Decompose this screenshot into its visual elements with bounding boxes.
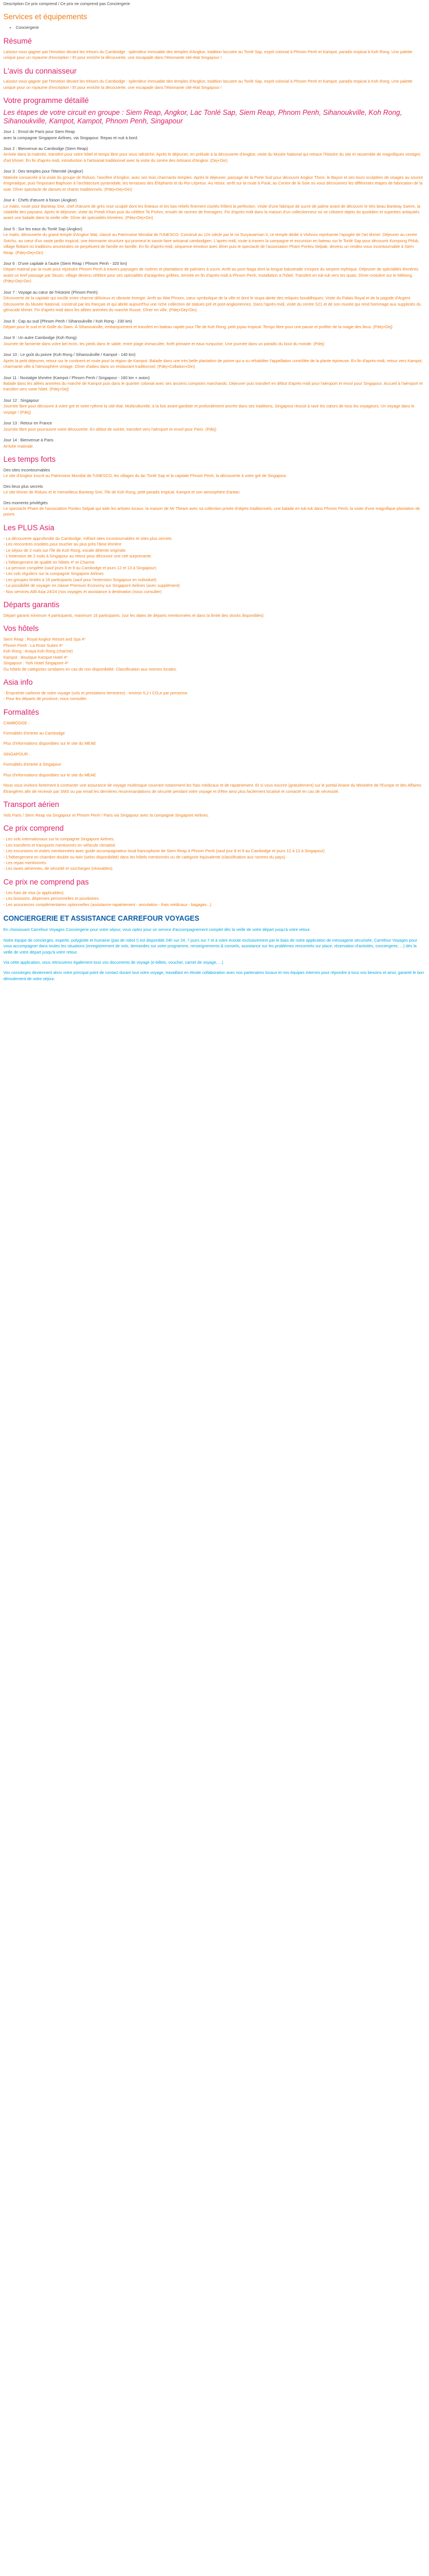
day-title: Jour 2 : Bienvenue au Cambodge (Siem Reap): [3, 146, 88, 151]
day-title: Jour 11 : Nostalgie khmère (Kampot / Phnom Penh / Singapour - 160 km + avion): [3, 375, 150, 380]
day-item: [3, 169, 426, 192]
day-text: Le matin, route pour Banteay Srei, chef d'œuvre de grès rose sculpté dont les linteaux et les bas-reliefs finement ciselés frôlent la perfection. Visite d'une fabrique de sucre de palme avant de découvrir le très beau Banteay Samre, la citadelle des paysans. Après le déjeuner, visite du Preah Khan puis du célèbre Ta Prohm, envahi de racines de fromagers. Fin d'après-midi dans la maison d'un collectionneur où se côtoient objets du quotidien et superbes antiquités avant une balade dans la vieille ville. Dîner de spécialités khmères. (Pdej+Dej+Din): [3, 203, 421, 221]
day-item: [3, 319, 426, 330]
comprend-pas-title: Ce prix ne comprend pas: [3, 877, 89, 886]
day-item: [3, 420, 426, 432]
temps-block: [3, 467, 426, 479]
comprend-list: [3, 836, 426, 872]
day-text: Départ matinal par la route pour rejoindre Phnom Penh à travers paysages de rizières et plantations de palmiers à sucre. Arrêt au pont Naga dont la longue balustrade s'inspire du serpent mythique. Déjeuner de spécialités khmères avant un bref passage par Skuon, village devenu célèbre pour ses spécialités d'araignées grillées. Arrivée en fin d'après-midi à Phnom Penh. Installation à l'hôtel. Transfert en tuk-tuk vers les quais. Dîner-croisière sur le Mékong. (Pdej+Dej+Din): [3, 267, 418, 284]
comprend-item: - Les repas mentionnés.: [3, 860, 48, 865]
day-item: [3, 352, 426, 370]
avis-title: L'avis du connaisseur: [3, 66, 77, 75]
plus-item: - Les rencontres insolites pour toucher au plus près l'âme khmère: [3, 542, 122, 547]
temps-head: Des sites incontournables: [3, 467, 50, 473]
programme-title: Votre programme détaillé: [3, 96, 89, 105]
resume-title: Résumé: [3, 36, 32, 45]
day-item: [3, 198, 426, 221]
formalites-line: Nous vous invitons fortement à contracter une assurance de voyage multirisque couvrant notamment les frais médicaux et de rapatriement. Et si vous inscrire (gratuitement) sur le portail Ariane du Ministère de l'Europe et des Affaires Étrangères afin de recevoir par SMS ou par email les dernières recommandations de sécurité pendant votre voyage et d'être ainsi plus facilement localisé et contacté en cas de nécessité.: [3, 783, 422, 794]
plus-item: - L'extension de 2 nuits à Singapour au retour pour découvrir une cité surprenante.: [3, 553, 152, 559]
day-title: Jour 6 : D'une capitale à l'autre (Siem Reap / Phnom Penh - 320 km): [3, 261, 127, 266]
day-title: Jour 7 : Voyage au cœur de l'Histoire (Phnom Penh): [3, 289, 98, 295]
day-item: [3, 146, 426, 164]
plus-item: - La pension complète (sauf jours 8 et 9 au Cambodge et jours 12 et 13 à Singapour): [3, 565, 157, 570]
conciergerie-p3: Via cette application, vous retrouverez également tous vos documents de voyage (e-billets, voucher, carnet de voyage, ...): [3, 959, 224, 965]
formalites-line: SINGAPOUR :: [3, 751, 31, 757]
comprend-item: - Les vols internationaux sur la compagnie Singapore Airlines.: [3, 836, 115, 842]
formalites-line: Plus d'informations disponibles sur le site du MEAE: [3, 741, 96, 746]
day-title: Jour 5 : Sur les eaux du Tonlé Sap (Angkor): [3, 226, 83, 231]
plus-item: - La découverte approfondie du Cambodge, mêlant sites incontournables et sites plus secrets: [3, 535, 172, 541]
day-title: Jour 4 : Chefs d'œuvre à foison (Angkor): [3, 198, 77, 203]
hotel-item: Singapour : York Hotel Singapore 4*: [3, 660, 69, 666]
plus-item: - L'hébergement de qualité en hôtels 4* et Charme: [3, 559, 95, 565]
temps-head: Des lieux plus secrets: [3, 483, 43, 489]
day-item: [3, 398, 426, 415]
plus-title: Les PLUS Asia: [3, 523, 55, 532]
top-line: Description Ce prix comprend / Ce prix ne comprend pas Conciergerie: [3, 1, 130, 6]
day-text: Matinée consacrée à la visite du groupe de Roluos, l'ancêtre d'Angkor, avec ses trois charmants temples. Après le déjeuner, passage de la Porte Sud pour découvrir Angkor Thom, le Bayon et ses tours sculptées de visages au sourire énigmatique, puis l'imposant Baphuon à l'architecture pyramidale, les terrasses des Éléphants et du Roi Lépreux. Au retour, arrêt sur la route à Pouk, au Centre de la Soie où vous découvrirez les différentes étapes de fabrication de la soie. Dîner spectacle de danses et chants traditionnels. (Pdej+Dej+Din): [3, 174, 423, 192]
hotel-item: Siem Reap : Royal Angkor Resort and Spa 4*: [3, 637, 86, 642]
day-item: [3, 437, 426, 449]
day-text: Balade dans les allées animées du marché de Kampot puis dans le quartier colonial avec ses anciens comptoirs marchands. Déjeuner puis transfert en début d'après-midi pour l'aéroport et envol pour Singapour. Accueil à l'aéroport et transfert vers votre hôtel. (Pdej+Dej): [3, 381, 423, 392]
infos-item: - Pour les départs de province, nous consulter.: [3, 696, 88, 702]
day-text: Journée libre pour découvrir à votre gré et votre rythme la cité-état. Multiculturelle, à la fois avant-gardiste et profondément ancrée dans ses traditions, Singapour réussit à ravir les cœurs de tous les voyageurs. Un voyage dans le voyage ! (Pdej): [3, 403, 415, 415]
programme-days: [3, 129, 426, 449]
conciergerie-title: CONCIERGERIE ET ASSISTANCE CARREFOUR VOYAGES: [3, 915, 200, 923]
temps-text: Le spectacle Phare de l'association Ponleu Selpak qui aide les artistes locaux, la maison de Mr Theam avec sa collection privée d'objets traditionnels, une balade en tuk-tuk dans Phnom Penh, la visite d'une magnifique plantation de poivre.: [3, 506, 420, 517]
comprend-pas-item: - Les frais de visa (si applicables): [3, 890, 64, 895]
day-title: Jour 1 : Envol de Paris pour Siem Reap: [3, 129, 75, 135]
departs-title: Départs garantis: [3, 600, 60, 609]
plus-list: [3, 536, 426, 595]
day-text: Journée libre pour poursuivre votre découverte. En début de soirée, transfert vers l'aéroport et envol pour Paris. (Pdej): [3, 426, 217, 432]
avis-text: Laissez-vous gagner par l'émotion devant les trésors du Cambodge : splendeur immuable des temples d'Angkor, tradition lacustre au Tonlé Sap, esprit colonial à Phnom Penh et Kampot, paradis tropical à Koh Rong. Une palette unique pour un royaume d'exception ! Et pour enrichir la découverte, une escapade dans l'étonnante cité-état Singapour !: [3, 79, 413, 90]
comprend-item: - L'hébergement en chambre double ou twin (selon disponibilité) dans les hôtels mentionnés ou de catégorie équivalente (classification aux normes du pays).: [3, 854, 286, 860]
infos-title: Asia info: [3, 677, 33, 686]
page: [0, 0, 429, 995]
programme-subtitle: Les étapes de votre circuit en groupe : Siem Reap, Angkor, Lac Tonlé Sap, Siem Reap, Phnom Penh, Sihanoukville, Koh Rong, Sihanoukville, Kampot, Kampot, Phnom Penh, Singapour: [3, 109, 402, 126]
hotels-title: Vos hôtels: [3, 624, 39, 633]
formalites-line: Formalités d'entrée à Singapour: [3, 762, 62, 767]
plus-item: - Le séjour de 2 nuits sur l'île de Koh Rong, escale détente originale.: [3, 547, 127, 553]
conciergerie-p2: Notre équipe de concierges, experte, polyglotte et humaine (pas de robot !) est disponible 24h sur 24, 7 jours sur 7 et à votre écoute exclusivement par le biais de notre application de messagerie sécurisée, Carrefour Voyages pour vous accompagner dans toutes les situations (enregistrement de vols, demandes sur votre programme, renseignements & conseils, assistance sur les problèmes rencontrés sur place, réservation d'activités, conciergerie, ...) dès la veille de votre départ jusqu'à votre retour.: [3, 937, 418, 955]
temps-title: Les temps forts: [3, 454, 56, 463]
hotels-list: [3, 637, 426, 672]
comprend-pas-item: - Les assurances complémentaires optionnelles (assistance-rapatriement - annulation - frais médicaux - bagages...): [3, 901, 212, 907]
day-item: [3, 261, 426, 285]
formalites-line: Plus d'informations disponibles sur le site du MEAE: [3, 772, 96, 778]
comprend-title: Ce prix comprend: [3, 824, 64, 833]
temps-text: Le site khmer de Roluos et le merveilleux Banteay Srei, l'île de Koh Rong, petit paradis tropical, Kampot et son atmosphère d'antan.: [3, 490, 241, 495]
hotel-note: Ou hôtels de catégories similaires en cas de non disponibilité. Classification aux normes locales.: [3, 666, 177, 672]
resume-text: Laissez-vous gagner par l'émotion devant les trésors du Cambodge : splendeur immuable des temples d'Angkor, tradition lacustre au Tonlé Sap, esprit colonial à Phnom Penh et Kampot, paradis tropical à Koh Rong. Une palette unique pour un royaume d'exception ! Et pour enrichir la découverte, une escapade dans l'étonnante cité-état Singapour !: [3, 49, 413, 61]
plus-item: - La possibilité de voyager en classe Premium Economy sur Singapore Airlines (avec supplément): [3, 583, 180, 589]
day-text: Journée de farniente dans votre bel écrin, les pieds dans le sable, entre plage immaculée, forêt primaire et eaux turquoise. Une journée dans un paradis du bout du monde. (Pdej): [3, 341, 324, 346]
aerien-text: Vols Paris / Siem Reap via Singapour et Phnom Penh / Paris via Singapour avec la compagnie Singapore Airlines.: [3, 812, 209, 818]
temps-block: [3, 484, 426, 496]
aerien-title: Transport aérien: [3, 800, 59, 809]
plus-item: - Les groupes limités à 16 participants (sauf pour l'extension Singapour en individuel): [3, 577, 157, 582]
comprend-item: - Les transferts et transports mentionnés en véhicule climatisé.: [3, 842, 117, 848]
temps-block: [3, 500, 426, 518]
day-text: Départ pour le sud et le Golfe du Siam. À Sihanoukville, embarquement et transfert en bateau rapide pour l'île de Koh Rong, petit joyau tropical. Temps libre pour une pause et profiter de la magie des lieux. (Pdej+Dej): [3, 324, 393, 329]
day-text: Découverte de la capitale qui oscille entre charme délicieux et vibrante énergie. Arrêt au Wat Phnom, cœur symbolique de la ville et dont le stupa abrite des reliques bouddhiques. Visite du Palais Royal et de la pagode d'Argent. Découverte du Musée National, construit par les français et qui abrite aujourd'hui une riche collection de statues pré et post-angkoriennes. Dans l'après-midi, visite du centre S21 et de son musée qui rend hommage aux suppliciés du génocide khmer. Fin d'après-midi dans les allées animées du marché Russe. Dîner en ville. (Pdej+Dej+Din): [3, 295, 421, 313]
day-text: Après la petit déjeuner, retour sur le continent et route pour la région de Kampot. Balade dans une très belle plantation de poivre qui a su réhabiliter l'appellation contrôlée de la plante épineuse. En fin d'après-midi, retour vers Kampot, charmante ville à l'atmosphère vintage. Dîner d'adieu dans un restaurant traditionnel. (Pdej+Collation+Din): [3, 358, 423, 370]
day-title: Jour 13 : Retour en France: [3, 420, 52, 426]
formalites-line: Formalités d'entrée au Cambodge: [3, 731, 65, 736]
plus-item: - Les vols réguliers sur la compagnie Singapore Airlines: [3, 571, 104, 577]
day-title: Jour 3 : Des temples pour l'éternité (Angkor): [3, 169, 83, 174]
comprend-pas-item: - Les boissons, dépenses personnelles et pourboires.: [3, 896, 100, 901]
hotel-item: Koh Rong : Anaya Koh Rong (charme): [3, 649, 73, 654]
day-text: Arrivée dans la matinée, transfert pour votre hôtel et temps libre pour vous rafraîchir. Après le déjeuner, en prélude à la découverte d'Angkor, visite du Musée National qui retrace l'histoire du site et rassemble de magnifiques vestiges d'art khmer. En fin d'après-midi, introduction à l'artisanat traditionnel avec la visite du centre des Artisans d'Angkor. (Dej+Din): [3, 152, 421, 163]
day-title: Jour 14 : Bienvenue à Paris: [3, 437, 54, 443]
comprend-pas-list: [3, 890, 426, 908]
comprend-item: - Les taxes aériennes, de sécurité et surcharges (révisables).: [3, 866, 114, 871]
day-item: [3, 226, 426, 256]
plus-item: - Nos services Allô Asia 24/24 (nos voyages et assistance à destination (nous consulter): [3, 589, 162, 594]
day-text: Arrivée matinale.: [3, 443, 34, 449]
day-title: Jour 12 : Singapour: [3, 397, 39, 403]
day-title: Jour 9 : Un autre Cambodge (Koh Rong): [3, 335, 77, 341]
departs-text: Départ garanti minimum 4 participants, maximum 16 participants. (sur les dates de départs mentionnées et dans la limite des stocks disponibles): [3, 613, 264, 618]
temps-head: Des moments privilégiés: [3, 500, 48, 505]
services-item: • Conciergerie: [16, 25, 426, 31]
hotel-item: Kampot : Boutique Kampot Hotel 4*: [3, 654, 68, 660]
comprend-item: - Les excursions et visites mentionnées avec guide accompagnateur local francophone de Siem Reap à Phnom Penh (sauf jour 8 et 9 au Cambodge et jours 12 à 13 à Singapour): [3, 848, 325, 854]
day-text: avec la compagnie Singapore Airlines, via Singapour. Repas et nuit à bord.: [3, 135, 139, 140]
formalites-line: CAMBODGE :: [3, 720, 29, 725]
day-text: Le matin, découverte du grand temple d'Angkor Wat, classé au Patrimoine Mondial de l'UNESCO. Construit au 12e siècle par le roi Suryavarman II, ce temple dédié à Vishnou représente l'apogée de l'art khmer. Déjeuner au centre Sotchu, au cœur d'un vaste jardin tropical, une étonnante structure qui promeut le savoir-faire artisanal cambodgien. L'après-midi, route à travers la campagne et excursion en bateau sur le Tonlé Sap pour découvrir Kompong Phluk, village flottant où traditions ancestrales se perpétuent de famille en famille. En fin d'après-midi, séquence émotion avec dîner puis le spectacle de l'association Phare Ponleu Selpak, devenu un rendez-vous incontournable à Siem Reap. (Pdej+Dej+Din): [3, 232, 419, 255]
formalites-block: [3, 720, 426, 795]
infos-list: [3, 690, 426, 702]
day-title: Jour 10 : Le goût du poivre (Koh Rong / Sihanoukville / Kampot - 140 km): [3, 352, 136, 358]
conciergerie-p1: En choisissant Carrefour Voyages Conciergerie pour votre séjour, vous optez pour un service d'accompagnement complet dès la veille de votre départ jusqu'à votre retour.: [3, 927, 311, 933]
conciergerie-p4: Vos concierges deviennent alors votre principal point de contact durant tout votre voyage, travaillant en étroite collaboration avec nos partenaires locaux et nos équipes internes pour répondre à tous vos besoins et ainsi, garantir le bon déroulement de votre séjour.: [3, 970, 424, 981]
formalites-title: Formalités: [3, 707, 40, 716]
temps-text: Le site d'Angkor inscrit au Patrimoine Mondial de l'UNESCO, les villages du lac Tonlé Sap et la capitale Phnom Penh, la découverte à votre gré de Singapour.: [3, 473, 288, 479]
hotel-item: Phnom Penh : La Rose Suites 4*: [3, 642, 63, 648]
day-item: [3, 375, 426, 393]
services-title: Services et équipements: [3, 12, 87, 22]
day-title: Jour 8 : Cap au sud (Phnom Penh / Sihanoukville / Koh Rong - 230 km): [3, 318, 132, 324]
services-list: [3, 25, 426, 31]
day-item: [3, 290, 426, 314]
day-item: [3, 335, 426, 347]
day-item: [3, 129, 426, 141]
infos-item: - Empreinte carbone de votre voyage (vols et prestations terrestres) : environ 5,2 t CO₂e par personne.: [3, 690, 188, 695]
